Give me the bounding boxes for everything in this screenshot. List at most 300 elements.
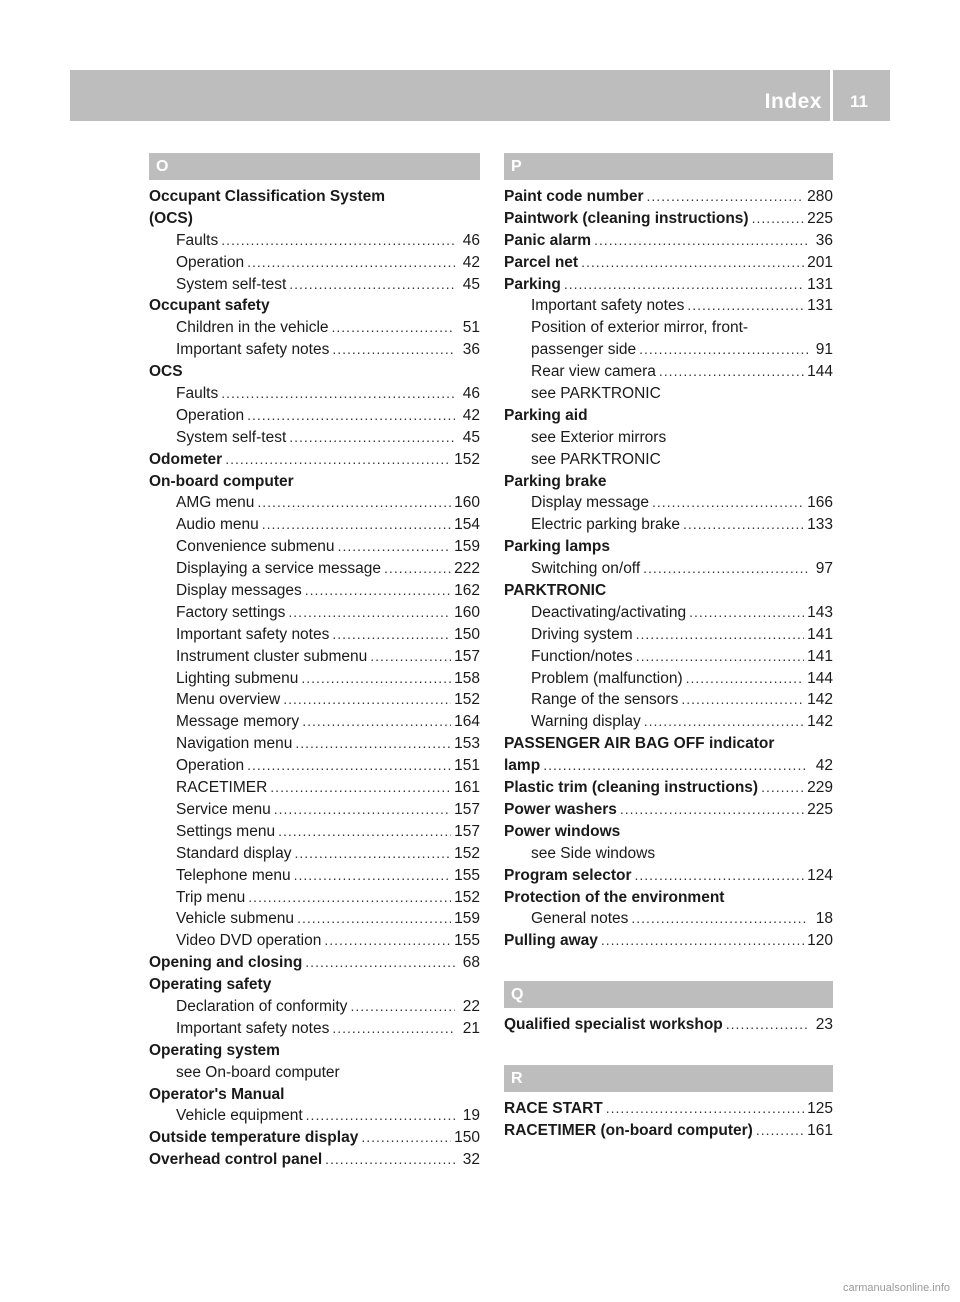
page-reference: 18 — [815, 910, 833, 928]
subentry-text: Vehicle submenu — [176, 910, 295, 928]
letter-heading: P — [504, 153, 833, 180]
page-reference: 222 — [454, 560, 480, 578]
index-entry — [504, 733, 833, 777]
dot-leader — [639, 339, 808, 361]
page-reference: 280 — [807, 188, 833, 205]
page-reference: 133 — [807, 516, 833, 534]
page-reference: 155 — [454, 932, 480, 950]
entry-term: lamp — [504, 757, 541, 775]
index-entry — [149, 1127, 480, 1149]
entry-term: Opening and closing — [149, 954, 303, 972]
entry-term: On-board computer — [149, 472, 294, 490]
dot-leader — [302, 711, 451, 733]
dot-leader — [288, 602, 451, 624]
subentry-text: Telephone menu — [176, 866, 291, 884]
dot-leader — [689, 602, 804, 624]
subentry-text: Position of exterior mirror, front- — [531, 319, 749, 337]
subentry-text: Settings menu — [176, 822, 276, 840]
index-subentry — [504, 514, 833, 536]
header-divider — [830, 70, 833, 121]
subentry-text: Faults — [176, 231, 219, 249]
dot-leader — [221, 383, 455, 405]
index-entry-line — [504, 1098, 833, 1120]
index-entry — [504, 208, 833, 230]
page-reference: 150 — [454, 1129, 480, 1147]
dot-leader — [247, 252, 455, 274]
index-subentry — [149, 558, 480, 580]
subentry-text: Standard display — [176, 844, 292, 862]
entry-term: (OCS) — [149, 209, 193, 227]
dot-leader — [338, 536, 452, 558]
dot-leader — [606, 1098, 804, 1120]
entry-term: Operating system — [149, 1041, 280, 1059]
index-entry — [149, 295, 480, 361]
dot-leader — [332, 339, 455, 361]
page-header — [70, 70, 890, 121]
index-entry — [504, 405, 833, 471]
index-subentry — [504, 711, 833, 733]
dot-leader — [620, 799, 804, 821]
dot-leader — [301, 668, 451, 690]
index-entry-line — [149, 1040, 480, 1062]
page-reference: 162 — [454, 582, 480, 600]
dot-leader — [636, 624, 804, 646]
index-subentry — [149, 996, 480, 1018]
subentry-text: AMG menu — [176, 494, 255, 512]
index-entry — [504, 580, 833, 733]
subentry-text: Warning display — [531, 713, 641, 731]
page-reference: 42 — [462, 253, 480, 271]
dot-leader — [221, 230, 455, 252]
page-reference: 160 — [454, 494, 480, 512]
section-title: Index — [764, 90, 822, 113]
entry-term: Paintwork (cleaning instructions) — [504, 209, 749, 227]
index-subentry — [149, 733, 480, 755]
dot-leader — [636, 646, 804, 668]
entry-term: Overhead control panel — [149, 1151, 323, 1169]
entry-term: Outside temperature display — [149, 1129, 359, 1147]
index-subentry — [149, 799, 480, 821]
subentry-text: Important safety notes — [531, 297, 685, 315]
index-entry — [504, 865, 833, 887]
page-reference: 157 — [454, 800, 480, 818]
dot-leader — [305, 580, 451, 602]
dot-leader — [752, 208, 805, 230]
dot-leader — [370, 646, 451, 668]
index-subentry — [149, 777, 480, 799]
index-subentry — [504, 317, 833, 339]
index-entry-line — [149, 186, 480, 208]
watermark: carmanualsonline.info — [842, 1282, 950, 1294]
index-entry-line — [504, 230, 833, 252]
index-subentry — [504, 449, 833, 471]
index-entry-line — [149, 449, 480, 471]
entry-term: Occupant safety — [149, 297, 270, 315]
page-reference: 201 — [807, 253, 833, 271]
index-subentry — [149, 624, 480, 646]
entry-term: RACETIMER (on-board computer) — [504, 1121, 753, 1139]
index-entry-line — [504, 405, 833, 427]
page-reference: 141 — [807, 625, 833, 643]
index-entry — [504, 777, 833, 799]
page-reference: 46 — [462, 231, 480, 249]
dot-leader — [289, 427, 455, 449]
page-reference: 143 — [807, 603, 833, 621]
page-reference: 42 — [815, 757, 833, 775]
entry-term: PASSENGER AIR BAG OFF indicator — [504, 735, 775, 753]
page-reference: 131 — [807, 275, 833, 293]
page-reference: 42 — [462, 406, 480, 424]
index-subentry — [149, 689, 480, 711]
index-entry-line — [504, 252, 833, 274]
entry-term: Operator's Manual — [149, 1085, 285, 1103]
index-subentry — [149, 821, 480, 843]
page-reference: 120 — [807, 932, 833, 950]
page-reference: 157 — [454, 647, 480, 665]
page-reference: 154 — [454, 516, 480, 534]
subentry-text: Displaying a service message — [176, 560, 382, 578]
index-subentry — [149, 580, 480, 602]
index-subentry — [149, 536, 480, 558]
subentry-text: Important safety notes — [176, 625, 330, 643]
index-entry — [504, 799, 833, 821]
entry-term: OCS — [149, 363, 183, 381]
index-column-right — [504, 153, 833, 1142]
index-subentry — [504, 689, 833, 711]
index-subentry — [149, 252, 480, 274]
index-subentry — [149, 843, 480, 865]
index-entry — [149, 952, 480, 974]
page-reference: 164 — [454, 713, 480, 731]
index-entry-line — [504, 799, 833, 821]
index-entry-line — [149, 295, 480, 317]
subentry-text: Function/notes — [531, 647, 633, 665]
dot-leader — [289, 274, 455, 296]
dot-leader — [361, 1127, 451, 1149]
index-entry-line — [504, 930, 833, 952]
index-entry-line — [504, 1120, 833, 1142]
index-entry — [149, 186, 480, 295]
subentry-text: Service menu — [176, 800, 271, 818]
index-subentry — [149, 908, 480, 930]
dot-leader — [601, 930, 804, 952]
index-subentry — [149, 1105, 480, 1127]
index-entry-line — [504, 1014, 833, 1036]
page-reference: 68 — [462, 954, 480, 972]
page-reference: 166 — [807, 494, 833, 512]
entry-term: Power washers — [504, 800, 617, 818]
index-subentry — [149, 383, 480, 405]
subentry-text: Faults — [176, 385, 219, 403]
subentry-text: Operation — [176, 406, 245, 424]
index-entry — [504, 536, 833, 580]
index-entry — [149, 1149, 480, 1171]
index-subentry — [504, 602, 833, 624]
entry-term: Paint code number — [504, 188, 644, 205]
subentry-text: see Side windows — [531, 844, 656, 862]
page-reference: 152 — [454, 691, 480, 709]
page-reference: 157 — [454, 822, 480, 840]
dot-leader — [350, 996, 455, 1018]
page-reference: 46 — [462, 385, 480, 403]
dot-leader — [248, 887, 451, 909]
index-entry-line — [504, 777, 833, 799]
subentry-text: Message memory — [176, 713, 300, 731]
dot-leader — [305, 952, 455, 974]
dot-leader — [686, 668, 805, 690]
index-subentry — [504, 427, 833, 449]
entry-term: Operating safety — [149, 976, 272, 994]
page-reference: 152 — [454, 450, 480, 468]
index-entry — [504, 274, 833, 405]
dot-leader — [270, 777, 451, 799]
index-subentry — [149, 930, 480, 952]
subentry-text: System self-test — [176, 428, 287, 446]
index-entry — [149, 361, 480, 449]
dot-leader — [247, 405, 455, 427]
letter-heading: R — [504, 1065, 833, 1092]
dot-leader — [681, 689, 804, 711]
index-subentry — [149, 602, 480, 624]
entry-term: Parking brake — [504, 472, 607, 490]
index-subentry — [149, 274, 480, 296]
index-entry-line — [504, 536, 833, 558]
page-reference: 51 — [462, 319, 480, 337]
entry-term: Occupant Classification System — [149, 188, 386, 205]
index-subentry — [149, 755, 480, 777]
subentry-text: Convenience submenu — [176, 538, 335, 556]
page-reference: 152 — [454, 888, 480, 906]
page-reference: 36 — [462, 341, 480, 359]
index-entry-line — [504, 821, 833, 843]
index-subentry — [149, 405, 480, 427]
page-reference: 161 — [454, 779, 480, 797]
index-entry — [504, 930, 833, 952]
entry-term: Parcel net — [504, 253, 579, 271]
page-number: 11 — [850, 92, 868, 111]
subentry-text: Declaration of conformity — [176, 997, 348, 1015]
entry-term: RACE START — [504, 1100, 603, 1118]
page-reference: 141 — [807, 647, 833, 665]
page-reference: 159 — [454, 910, 480, 928]
entry-term: Power windows — [504, 822, 621, 840]
index-subentry — [149, 230, 480, 252]
page-reference: 124 — [807, 866, 833, 884]
dot-leader — [644, 711, 804, 733]
dot-leader — [687, 295, 804, 317]
page-reference: 225 — [807, 209, 833, 227]
subentry-text: Audio menu — [176, 516, 259, 534]
page-reference: 158 — [454, 669, 480, 687]
dot-leader — [278, 821, 451, 843]
subentry-text: Range of the sensors — [531, 691, 679, 709]
page-reference: 19 — [462, 1107, 480, 1125]
subentry-text: Operation — [176, 253, 245, 271]
dot-leader — [631, 908, 808, 930]
subentry-text: Rear view camera — [531, 363, 656, 381]
letter-heading: O — [149, 153, 480, 180]
dot-leader — [635, 865, 805, 887]
index-subentry — [504, 361, 833, 383]
index-entry-line — [149, 1084, 480, 1106]
dot-leader — [332, 317, 455, 339]
index-entry-line — [504, 887, 833, 909]
index-subentry — [149, 865, 480, 887]
index-entry — [149, 1040, 480, 1084]
index-subentry — [149, 514, 480, 536]
subentry-text: see On-board computer — [176, 1063, 340, 1081]
index-subentry — [149, 668, 480, 690]
dot-leader — [274, 799, 451, 821]
entry-term: Qualified specialist workshop — [504, 1016, 723, 1034]
dot-leader — [683, 514, 804, 536]
entry-term: Protection of the environment — [504, 888, 725, 906]
page-reference: 155 — [454, 866, 480, 884]
subentry-text: Important safety notes — [176, 1019, 330, 1037]
index-entry-line — [149, 1127, 480, 1149]
page-reference: 21 — [462, 1019, 480, 1037]
index-subentry — [149, 1018, 480, 1040]
dot-leader — [262, 514, 451, 536]
subentry-text: Deactivating/activating — [531, 603, 687, 621]
index-entry-line — [149, 1149, 480, 1171]
index-subentry — [504, 624, 833, 646]
dot-leader — [225, 449, 451, 471]
section-gap — [504, 952, 833, 981]
index-entry — [149, 974, 480, 1040]
dot-leader — [295, 733, 451, 755]
index-entry-line — [149, 974, 480, 996]
dot-leader — [643, 558, 808, 580]
dot-leader — [294, 843, 451, 865]
page-reference: 152 — [454, 844, 480, 862]
dot-leader — [581, 252, 804, 274]
entry-term: Odometer — [149, 450, 223, 468]
index-entry-line — [504, 580, 833, 602]
dot-leader — [543, 755, 808, 777]
dot-leader — [647, 186, 805, 208]
index-entry — [149, 1084, 480, 1128]
dot-leader — [247, 755, 451, 777]
dot-leader — [594, 230, 808, 252]
entry-term: Parking lamps — [504, 538, 610, 556]
index-subentry — [504, 383, 833, 405]
index-entry — [504, 821, 833, 865]
index-entry-line — [149, 208, 480, 230]
index-subentry — [504, 295, 833, 317]
page-reference: 131 — [807, 297, 833, 315]
dot-leader — [297, 908, 451, 930]
index-entry — [504, 186, 833, 208]
subentry-text: Operation — [176, 757, 245, 775]
index-entry — [149, 449, 480, 471]
index-subentry — [149, 1062, 480, 1084]
index-subentry — [149, 317, 480, 339]
page-reference: 144 — [807, 363, 833, 381]
index-subentry — [504, 843, 833, 865]
subentry-text: Display message — [531, 494, 650, 512]
dot-leader — [726, 1014, 808, 1036]
page-reference: 22 — [462, 997, 480, 1015]
index-subentry — [504, 646, 833, 668]
subentry-text: RACETIMER — [176, 779, 268, 797]
index-entry-line — [504, 755, 833, 777]
entry-term: Program selector — [504, 866, 632, 884]
dot-leader — [384, 558, 451, 580]
subentry-text: Problem (malfunction) — [531, 669, 683, 687]
subentry-text: Video DVD operation — [176, 932, 322, 950]
subentry-text: Vehicle equipment — [176, 1107, 303, 1125]
subentry-text: Electric parking brake — [531, 516, 681, 534]
subentry-text: Lighting submenu — [176, 669, 299, 687]
page-reference: 150 — [454, 625, 480, 643]
entry-term: Pulling away — [504, 932, 598, 950]
page-reference: 45 — [462, 428, 480, 446]
index-entry-line — [149, 952, 480, 974]
subentry-text: System self-test — [176, 275, 287, 293]
dot-leader — [332, 1018, 455, 1040]
index-entry-line — [149, 471, 480, 493]
page-reference: 161 — [807, 1121, 833, 1139]
index-entry-line — [504, 471, 833, 493]
subentry-text: Display messages — [176, 582, 302, 600]
index-subentry — [149, 646, 480, 668]
page-reference: 23 — [815, 1016, 833, 1034]
index-column-left — [149, 153, 480, 1171]
dot-leader — [324, 930, 451, 952]
page-reference: 229 — [807, 779, 833, 797]
dot-leader — [325, 1149, 455, 1171]
page-reference: 91 — [815, 341, 833, 359]
index-subentry — [149, 887, 480, 909]
entry-term: Panic alarm — [504, 231, 592, 249]
page-reference: 159 — [454, 538, 480, 556]
subentry-text: see Exterior mirrors — [531, 428, 667, 446]
dot-leader — [283, 689, 451, 711]
letter-heading: Q — [504, 981, 833, 1008]
dot-leader — [294, 865, 452, 887]
subentry-text: Switching on/off — [531, 560, 641, 578]
subentry-text: Factory settings — [176, 603, 286, 621]
entry-term: PARKTRONIC — [504, 582, 607, 600]
index-entry-line — [504, 274, 833, 296]
page-reference: 153 — [454, 735, 480, 753]
page-reference: 160 — [454, 603, 480, 621]
subentry-text: Instrument cluster submenu — [176, 647, 368, 665]
index-entry — [504, 1120, 833, 1142]
page-reference: 144 — [807, 669, 833, 687]
index-subentry — [504, 668, 833, 690]
index-entry-line — [149, 361, 480, 383]
entry-term: Parking — [504, 275, 561, 293]
page-reference: 125 — [807, 1100, 833, 1118]
index-entry — [504, 471, 833, 537]
dot-leader — [761, 777, 804, 799]
section-gap — [504, 1036, 833, 1065]
subentry-text: Driving system — [531, 625, 633, 643]
index-entry — [149, 471, 480, 953]
index-subentry — [149, 427, 480, 449]
page-reference: 36 — [815, 231, 833, 249]
index-entry — [504, 887, 833, 931]
index-subentry — [149, 711, 480, 733]
subentry-text: General notes — [531, 910, 629, 928]
index-subentry — [504, 558, 833, 580]
index-subentry — [149, 492, 480, 514]
subentry-text: Children in the vehicle — [176, 319, 329, 337]
index-entry — [504, 1098, 833, 1120]
index-subentry — [504, 908, 833, 930]
